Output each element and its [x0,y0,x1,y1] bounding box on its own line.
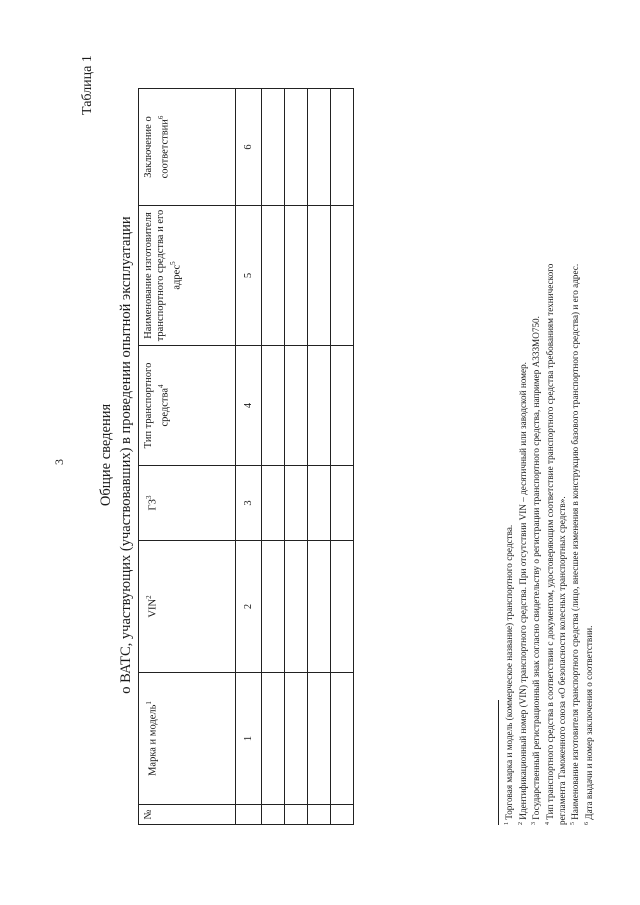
table-row [285,89,308,825]
column-number-row [236,89,262,825]
footnote-marker: 6 [583,822,590,825]
title-line-1: Общие сведения [98,403,114,507]
footnote-item [516,25,530,825]
footnotes [502,25,596,825]
footnote-text: Наименование изготовителя транспортного средства (лицо, внесшее изменения в конструкцию базового транспортного средства) и его адрес. [570,263,581,820]
table-cell [262,805,285,825]
column-header-label: Наименование изготовителя транспортного средства и его адрес [143,209,183,342]
footnote-text: Дата выдачи и номер заключения о соответствии. [583,625,594,820]
page-number: 3 [52,459,66,465]
column-number-cell: 4 [236,346,262,466]
footnote-item [582,25,596,825]
table-cell [285,89,308,206]
table-cell [308,206,331,346]
column-number-cell: 2 [236,541,262,673]
footnote-reference: 3 [145,495,153,499]
footnote-text: Торговая марка и модель (коммерческое название) транспортного средства. [504,524,515,820]
footnote-text: Государственный регистрационный знак согласно свидетельству о регистрации транспортного средства, например А333МО750. [531,316,542,820]
column-header-4 [139,346,236,466]
vehicles-table [138,88,354,825]
table-cell [262,346,285,466]
column-header-5 [139,206,236,346]
footnote-reference: 2 [145,595,153,599]
column-number-cell [236,805,262,825]
table-cell [285,805,308,825]
column-header-6 [139,89,236,206]
footnote-reference: 5 [169,261,177,265]
footnote-item [529,25,543,825]
footnote-item [502,25,516,825]
column-number-cell: 5 [236,206,262,346]
table-header-row [139,89,236,825]
table-cell [308,541,331,673]
table-cell [285,541,308,673]
table-cell [285,346,308,466]
table-cell [308,805,331,825]
column-header-label: VIN [147,598,159,618]
column-header-0 [139,805,236,825]
title-line-2: о ВАТС, участвующих (участвовавших) в проведении опытной эксплуатации [118,216,134,694]
table-cell [262,466,285,541]
footnote-marker: 3 [531,822,538,825]
column-number-cell: 6 [236,89,262,206]
column-header-label: № [143,809,154,820]
footnote-reference: 6 [157,115,165,120]
table-cell [331,89,354,206]
footnote-marker: 4 [544,822,551,825]
footnote-reference: 1 [145,701,153,705]
column-number-cell: 1 [236,673,262,805]
table-cell [308,346,331,466]
footnote-text: Тип транспортного средства в соответствии с документом, удостоверяющим соответствие транспортного средства требованиям технического [545,263,556,820]
footnote-text: Идентификационный номер (VIN) транспортного средства. При отсутствии VIN – десятичный или заводской номер. [517,362,528,820]
document-title [96,65,136,845]
column-header-label: Заключение о соответствии [143,116,171,179]
table-cell [331,673,354,805]
footnote-reference: 4 [157,384,165,388]
table-row [262,89,285,825]
footnote-text: регламента Таможенного союза «О безопасности колесных транспортных средств». [556,496,567,825]
column-header-1 [139,673,236,805]
table-row [331,89,354,825]
column-header-2 [139,541,236,673]
footnote-marker: 1 [504,822,510,825]
footnote-item [557,25,569,825]
column-header-label: Тип транспортного средства [143,362,171,449]
table-cell [308,466,331,541]
footnote-marker: 5 [570,822,577,825]
column-header-label: Марка и модель [147,704,159,776]
table-body [236,89,354,825]
table-cell [308,89,331,206]
table-cell [262,541,285,673]
table-cell [331,346,354,466]
table-cell [331,466,354,541]
table-cell [285,206,308,346]
table-cell [308,673,331,805]
column-header-label: ГЗ [147,498,159,511]
table-label: Таблица 1 [80,55,95,115]
footnote-marker: 2 [517,822,524,825]
footnote-divider [498,700,499,825]
table-cell [331,541,354,673]
table-cell [285,673,308,805]
table-row [308,89,331,825]
footnote-item [568,25,582,825]
table-cell [331,206,354,346]
table-cell [285,466,308,541]
column-header-3 [139,466,236,541]
column-number-cell: 3 [236,466,262,541]
table-cell [262,673,285,805]
table-cell [331,805,354,825]
table-cell [262,89,285,206]
footnote-item [543,25,557,825]
table-cell [262,206,285,346]
